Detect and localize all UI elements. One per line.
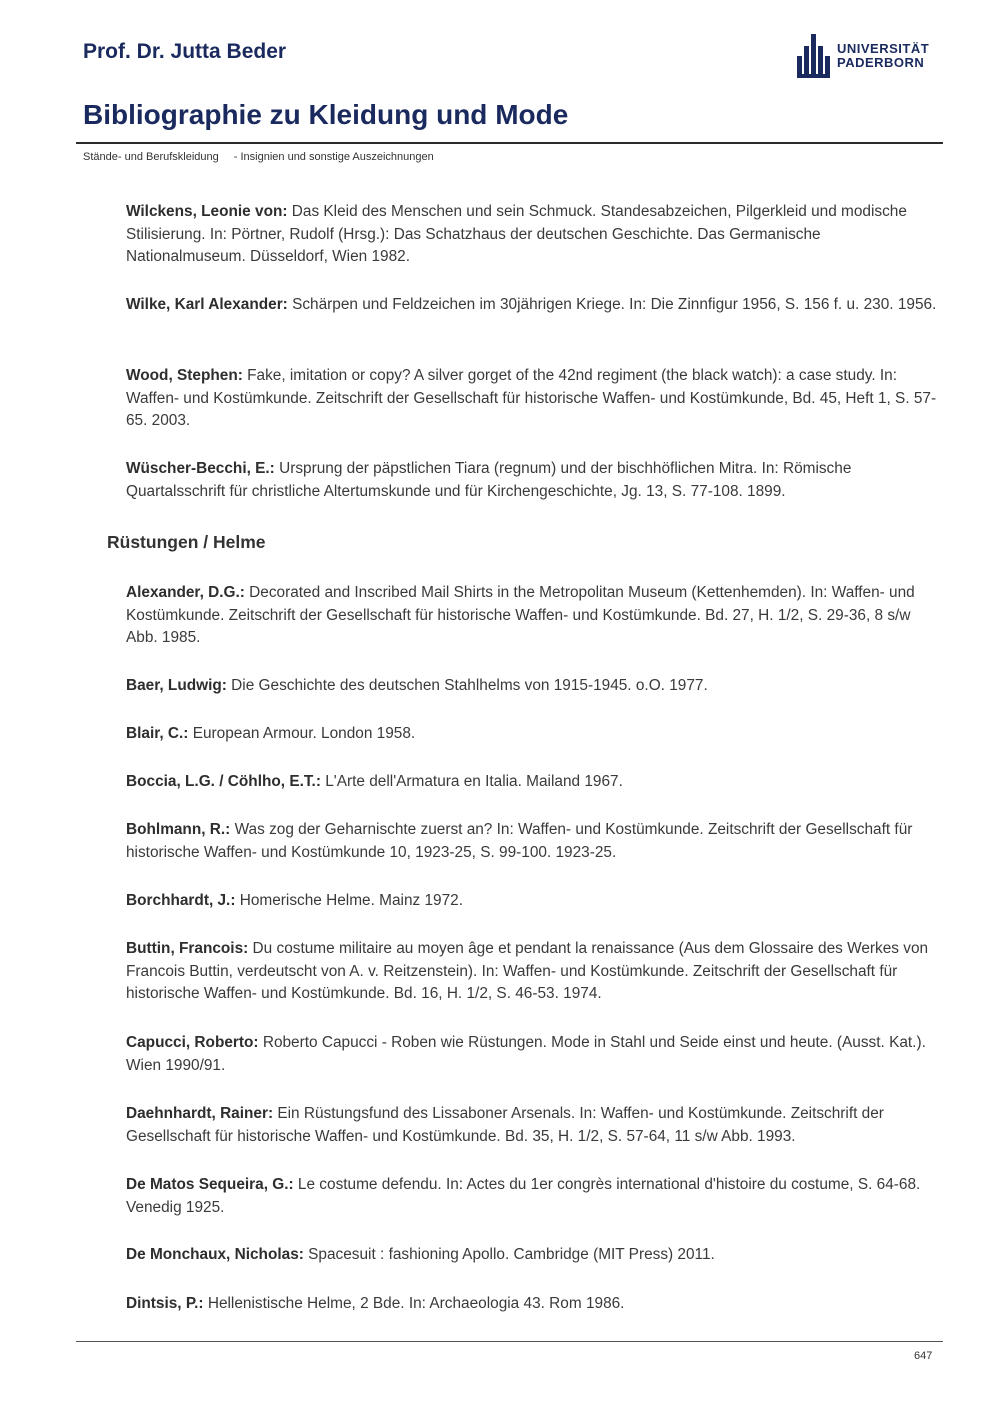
entry-text: European Armour. London 1958. [188, 725, 416, 742]
document-title: Bibliographie zu Kleidung und Mode [83, 99, 569, 130]
entry-text: Roberto Capucci - Roben wie Rüstungen. Mode in Stahl und Seide einst und heute. (Ausst. Kat.). Wien 1990/91. [126, 1034, 926, 1074]
entry-author: Wüscher-Becchi, E.: [126, 460, 275, 477]
page-number: 647 [914, 1350, 933, 1362]
bib-entry [126, 1244, 941, 1267]
bib-entry [126, 675, 941, 698]
entry-author: Blair, C.: [126, 725, 189, 742]
entry-author: Boccia, L.G. / Cöhlho, E.T.: [126, 773, 321, 790]
university-emblem-icon [795, 32, 831, 80]
bib-entry [126, 294, 941, 317]
entry-author: Wilke, Karl Alexander: [126, 296, 288, 313]
entry-author: Daehnhardt, Rainer: [126, 1105, 274, 1122]
bib-entry [126, 365, 941, 433]
entry-text: Decorated and Inscribed Mail Shirts in the Metropolitan Museum (Kettenhemden). In: Waffen- und Kostümkunde. Zeitschrift der Gesellschaft für historische Waffen- und Kostümkunde. Bd. 27, H. 1/2, S. 29-36, 8 s/w Abb. 1985. [126, 584, 915, 646]
bib-entry [126, 938, 941, 1006]
bib-entry [126, 1103, 941, 1148]
entry-author: Alexander, D.G.: [126, 584, 245, 601]
entry-author: Capucci, Roberto: [126, 1034, 259, 1051]
entry-author: Buttin, Francois: [126, 940, 249, 957]
entry-text: Das Kleid des Menschen und sein Schmuck. Standesabzeichen, Pilgerkleid und modische Stilisierung. In: Pörtner, Rudolf (Hrsg.): Das Schatzhaus der deutschen Geschichte. Das Germanische Nationalmuseum. Düsseldorf, Wien 1982. [126, 203, 907, 265]
bib-entry [126, 890, 941, 913]
bib-entry [126, 1174, 941, 1219]
entry-text: Ursprung der päpstlichen Tiara (regnum) und der bischhöflichen Mitra. In: Römische Quartalsschrift für christliche Altertumskunde und für Kirchengeschichte, Jg. 13, S. 77-108. 1899. [126, 460, 852, 500]
bib-entry [126, 819, 941, 864]
bib-entry [126, 771, 941, 794]
entry-text: Hellenistische Helme, 2 Bde. In: Archaeologia 43. Rom 1986. [203, 1295, 625, 1312]
entry-text: L'Arte dell'Armatura en Italia. Mailand 1967. [320, 773, 623, 790]
breadcrumb-part-2: - Insignien und sonstige Auszeichnungen [233, 151, 434, 163]
entry-author: Borchhardt, J.: [126, 892, 236, 909]
entry-author: Wood, Stephen: [126, 367, 243, 384]
header-divider [76, 142, 943, 144]
entry-text: Le costume defendu. In: Actes du 1er congrès international d'histoire du costume, S. 64-68. Venedig 1925. [126, 1176, 921, 1216]
section-heading: Rüstungen / Helme [107, 532, 266, 552]
page-author: Prof. Dr. Jutta Beder [83, 40, 287, 63]
entry-text: Spacesuit : fashioning Apollo. Cambridge (MIT Press) 2011. [303, 1246, 715, 1263]
bib-entry [126, 458, 941, 503]
entry-text: Fake, imitation or copy? A silver gorget of the 42nd regiment (the black watch): a case study. In: Waffen- und Kostümkunde. Zeitschrift der Gesellschaft für historische Waffen- und Kostümkunde, Bd. 45, Heft 1, S. 57-65. 2003. [126, 367, 937, 429]
breadcrumb [83, 151, 434, 163]
entry-text: Schärpen und Feldzeichen im 30jährigen Kriege. In: Die Zinnfigur 1956, S. 156 f. u. 230. 1956. [287, 296, 937, 313]
footer-divider [76, 1341, 943, 1342]
entry-author: Wilckens, Leonie von: [126, 203, 288, 220]
bib-entry [126, 582, 941, 650]
logo-line-2: PADERBORN [837, 55, 925, 70]
entry-text: Du costume militaire au moyen âge et pendant la renaissance (Aus dem Glossaire des Werkes von Francois Buttin, verdeutscht von A. v. Reitzenstein). In: Waffen- und Kostümkunde. Zeitschrift der Gesellschaft für historische Waffen- und Kostümkunde. Bd. 16, H. 1/2, S. 46-53. 1974. [126, 940, 929, 1002]
entry-author: Dintsis, P.: [126, 1295, 204, 1312]
breadcrumb-part-1: Stände- und Berufskleidung [83, 151, 219, 163]
entry-text: Ein Rüstungsfund des Lissaboner Arsenals. In: Waffen- und Kostümkunde. Zeitschrift der Gesellschaft für historische Waffen- und Kostümkunde. Bd. 35, H. 1/2, S. 57-64, 11 s/w Abb. 1993. [126, 1105, 884, 1145]
logo-line-1: UNIVERSITÄT [837, 41, 930, 56]
entry-author: Baer, Ludwig: [126, 677, 227, 694]
entry-text: Was zog der Geharnischte zuerst an? In: Waffen- und Kostümkunde. Zeitschrift der Gesellschaft für historische Waffen- und Kostümkunde 10, 1923-25, S. 99-100. 1923-25. [126, 821, 913, 861]
entry-text: Homerische Helme. Mainz 1972. [235, 892, 463, 909]
entry-author: Bohlmann, R.: [126, 821, 231, 838]
entry-author: De Matos Sequeira, G.: [126, 1176, 294, 1193]
bib-entry [126, 1293, 941, 1316]
entry-text: Die Geschichte des deutschen Stahlhelms von 1915-1945. o.O. 1977. [226, 677, 708, 694]
university-logo [795, 32, 929, 80]
entry-author: De Monchaux, Nicholas: [126, 1246, 304, 1263]
bib-entry [126, 1032, 941, 1077]
bib-entry [126, 201, 941, 269]
bib-entry [126, 723, 941, 746]
